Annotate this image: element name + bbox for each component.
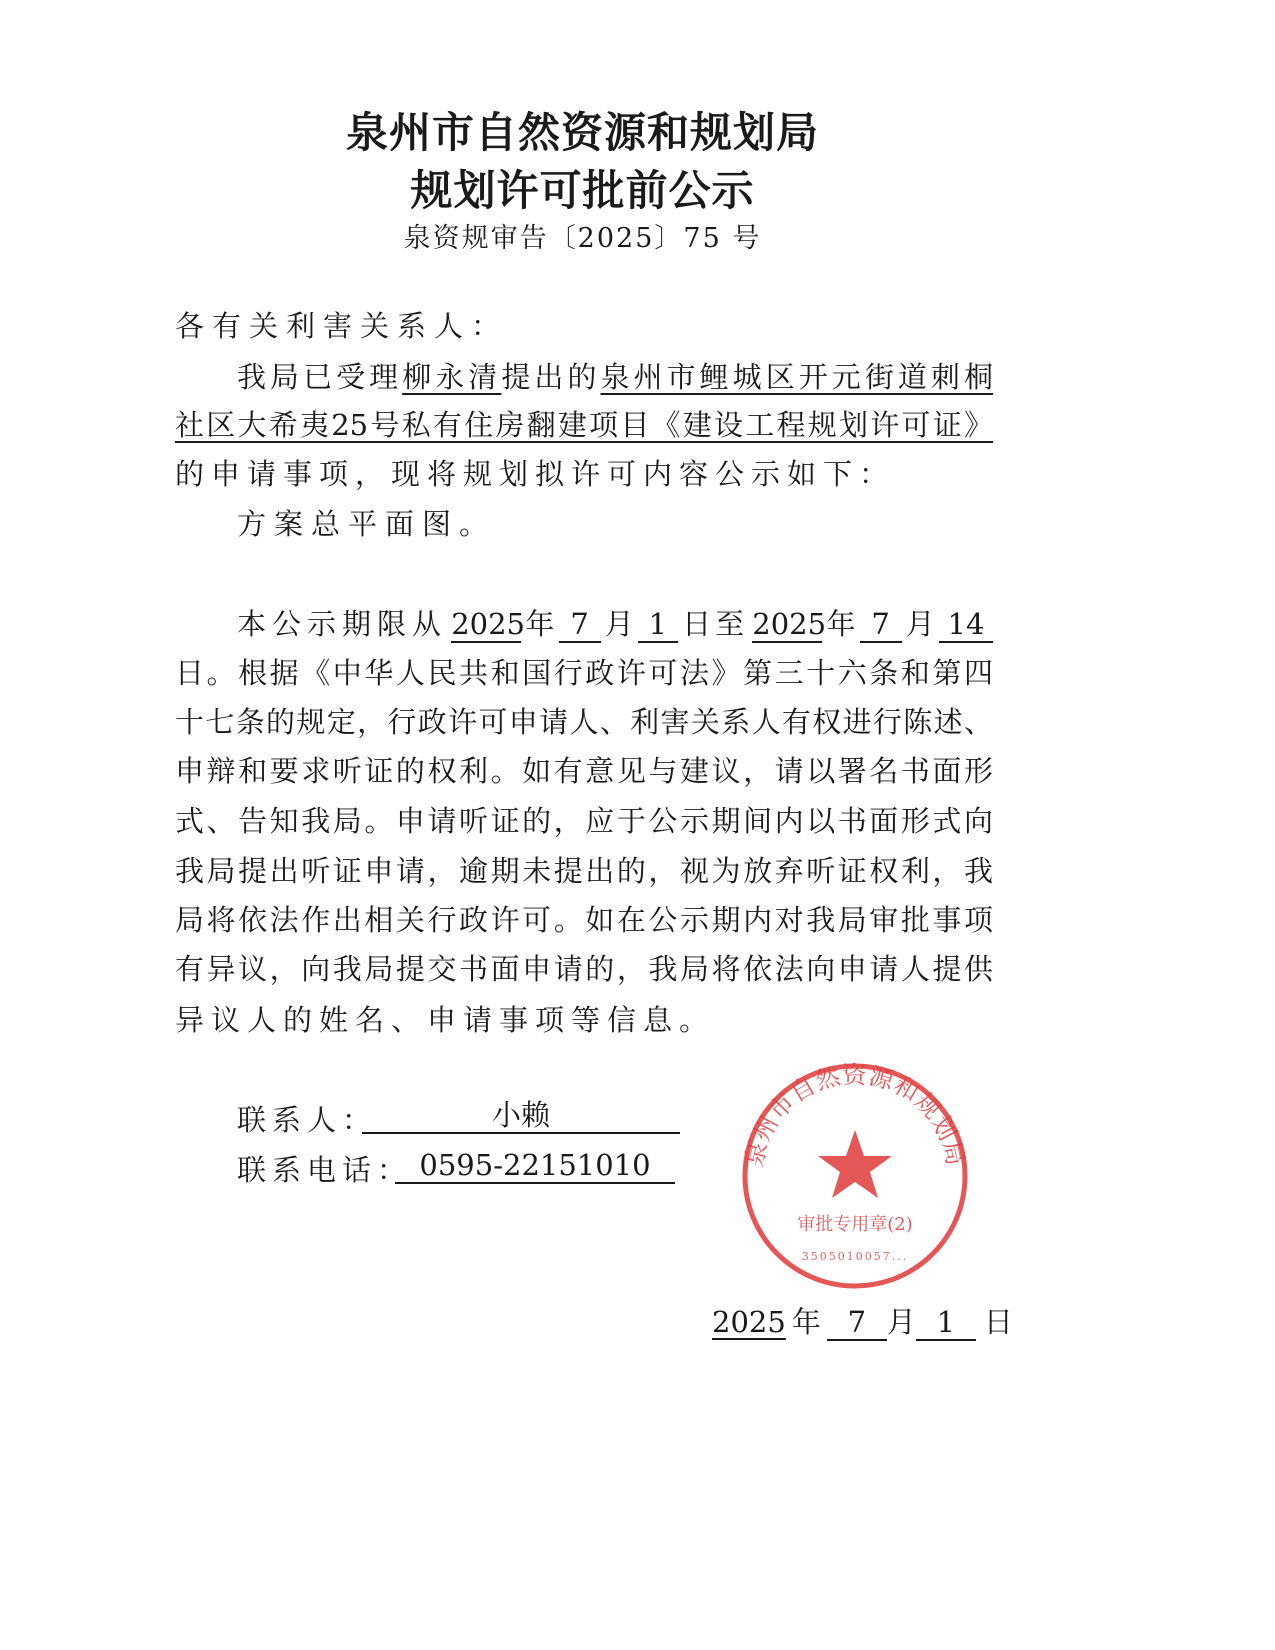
paragraph-3-line: 十七条的规定，行政许可申请人、利害关系人有权进行陈述、 [175, 705, 993, 739]
star-icon [818, 1130, 892, 1198]
sign-month: 7 [827, 1305, 887, 1341]
project-name: 泉州市鲤城区开元街道刺桐 [600, 360, 993, 394]
text: 年 [826, 607, 856, 641]
text: 月 [604, 607, 634, 641]
page-title: 泉州市自然资源和规划局 [345, 108, 819, 157]
paragraph-3-line: 式、告知我局。申请听证的，应于公示期间内以书面形式向 [175, 804, 993, 838]
notice-period [237, 604, 993, 644]
svg-text:3505010057...: 3505010057... [801, 1250, 909, 1263]
svg-text:泉州市自然资源和规划局: 泉州市自然资源和规划局 [740, 1061, 970, 1169]
text: 我局已受理 [237, 360, 403, 394]
document-number: 泉资规审告〔2025〕75 号 [403, 223, 762, 254]
start-month: 7 [559, 607, 601, 643]
text: 年 [525, 607, 555, 641]
paragraph-1-line-3: 的申请事项，现将规划拟许可内容公示如下： [175, 457, 896, 491]
official-seal [740, 1058, 970, 1294]
sign-day: 1 [916, 1305, 976, 1341]
signature-date [712, 1300, 1013, 1341]
start-year: 2025 [451, 607, 525, 641]
paragraph-1-line-2 [175, 405, 993, 445]
applicant-name: 柳永清 [402, 360, 502, 394]
contact-person: 小赖 [362, 1098, 680, 1134]
page-subtitle: 规划许可批前公示 [410, 166, 755, 215]
contact-person-label: 联系人： [237, 1103, 378, 1137]
end-year: 2025 [752, 607, 827, 641]
start-day: 1 [638, 607, 678, 643]
text: 本公示期限从 [237, 607, 448, 641]
contact-phone-label: 联系电话： [237, 1153, 413, 1187]
sign-year: 2025 [712, 1305, 786, 1339]
svg-text:审批专用章(2): 审批专用章(2) [797, 1214, 913, 1235]
salutation: 各有关利害关系人： [175, 309, 509, 343]
text: 月 [886, 1305, 916, 1339]
text: 年 [791, 1305, 821, 1339]
paragraph-3-line: 我局提出听证申请，逾期未提出的，视为放弃听证权利，我 [175, 854, 993, 888]
paragraph-3-line: 局将依法作出相关行政许可。如在公示期内对我局审批事项 [175, 903, 993, 937]
text: 日 [983, 1305, 1013, 1339]
project-name-cont: 社区大希夷25号私有住房翻建项目《建设工程规划许可证》 [175, 408, 993, 442]
text: 提出的 [501, 360, 601, 394]
paragraph-1-line-1 [237, 357, 993, 397]
contact-phone: 0595-22151010 [395, 1148, 675, 1184]
paragraph-3-last-line: 异议人的姓名、申请事项等信息。 [175, 1003, 716, 1037]
paragraph-3-line: 日。根据《中华人民共和国行政许可法》第三十六条和第四 [175, 656, 993, 690]
text: 月 [905, 607, 935, 641]
text: 日至 [682, 607, 749, 641]
end-day: 14 [939, 607, 993, 643]
paragraph-3-line: 申辩和要求听证的权利。如有意见与建议，请以署名书面形 [175, 754, 993, 788]
paragraph-2: 方案总平面图。 [237, 507, 497, 541]
end-month: 7 [860, 607, 902, 643]
paragraph-3-line: 有异议，向我局提交书面申请的，我局将依法向申请人提供 [175, 952, 993, 986]
